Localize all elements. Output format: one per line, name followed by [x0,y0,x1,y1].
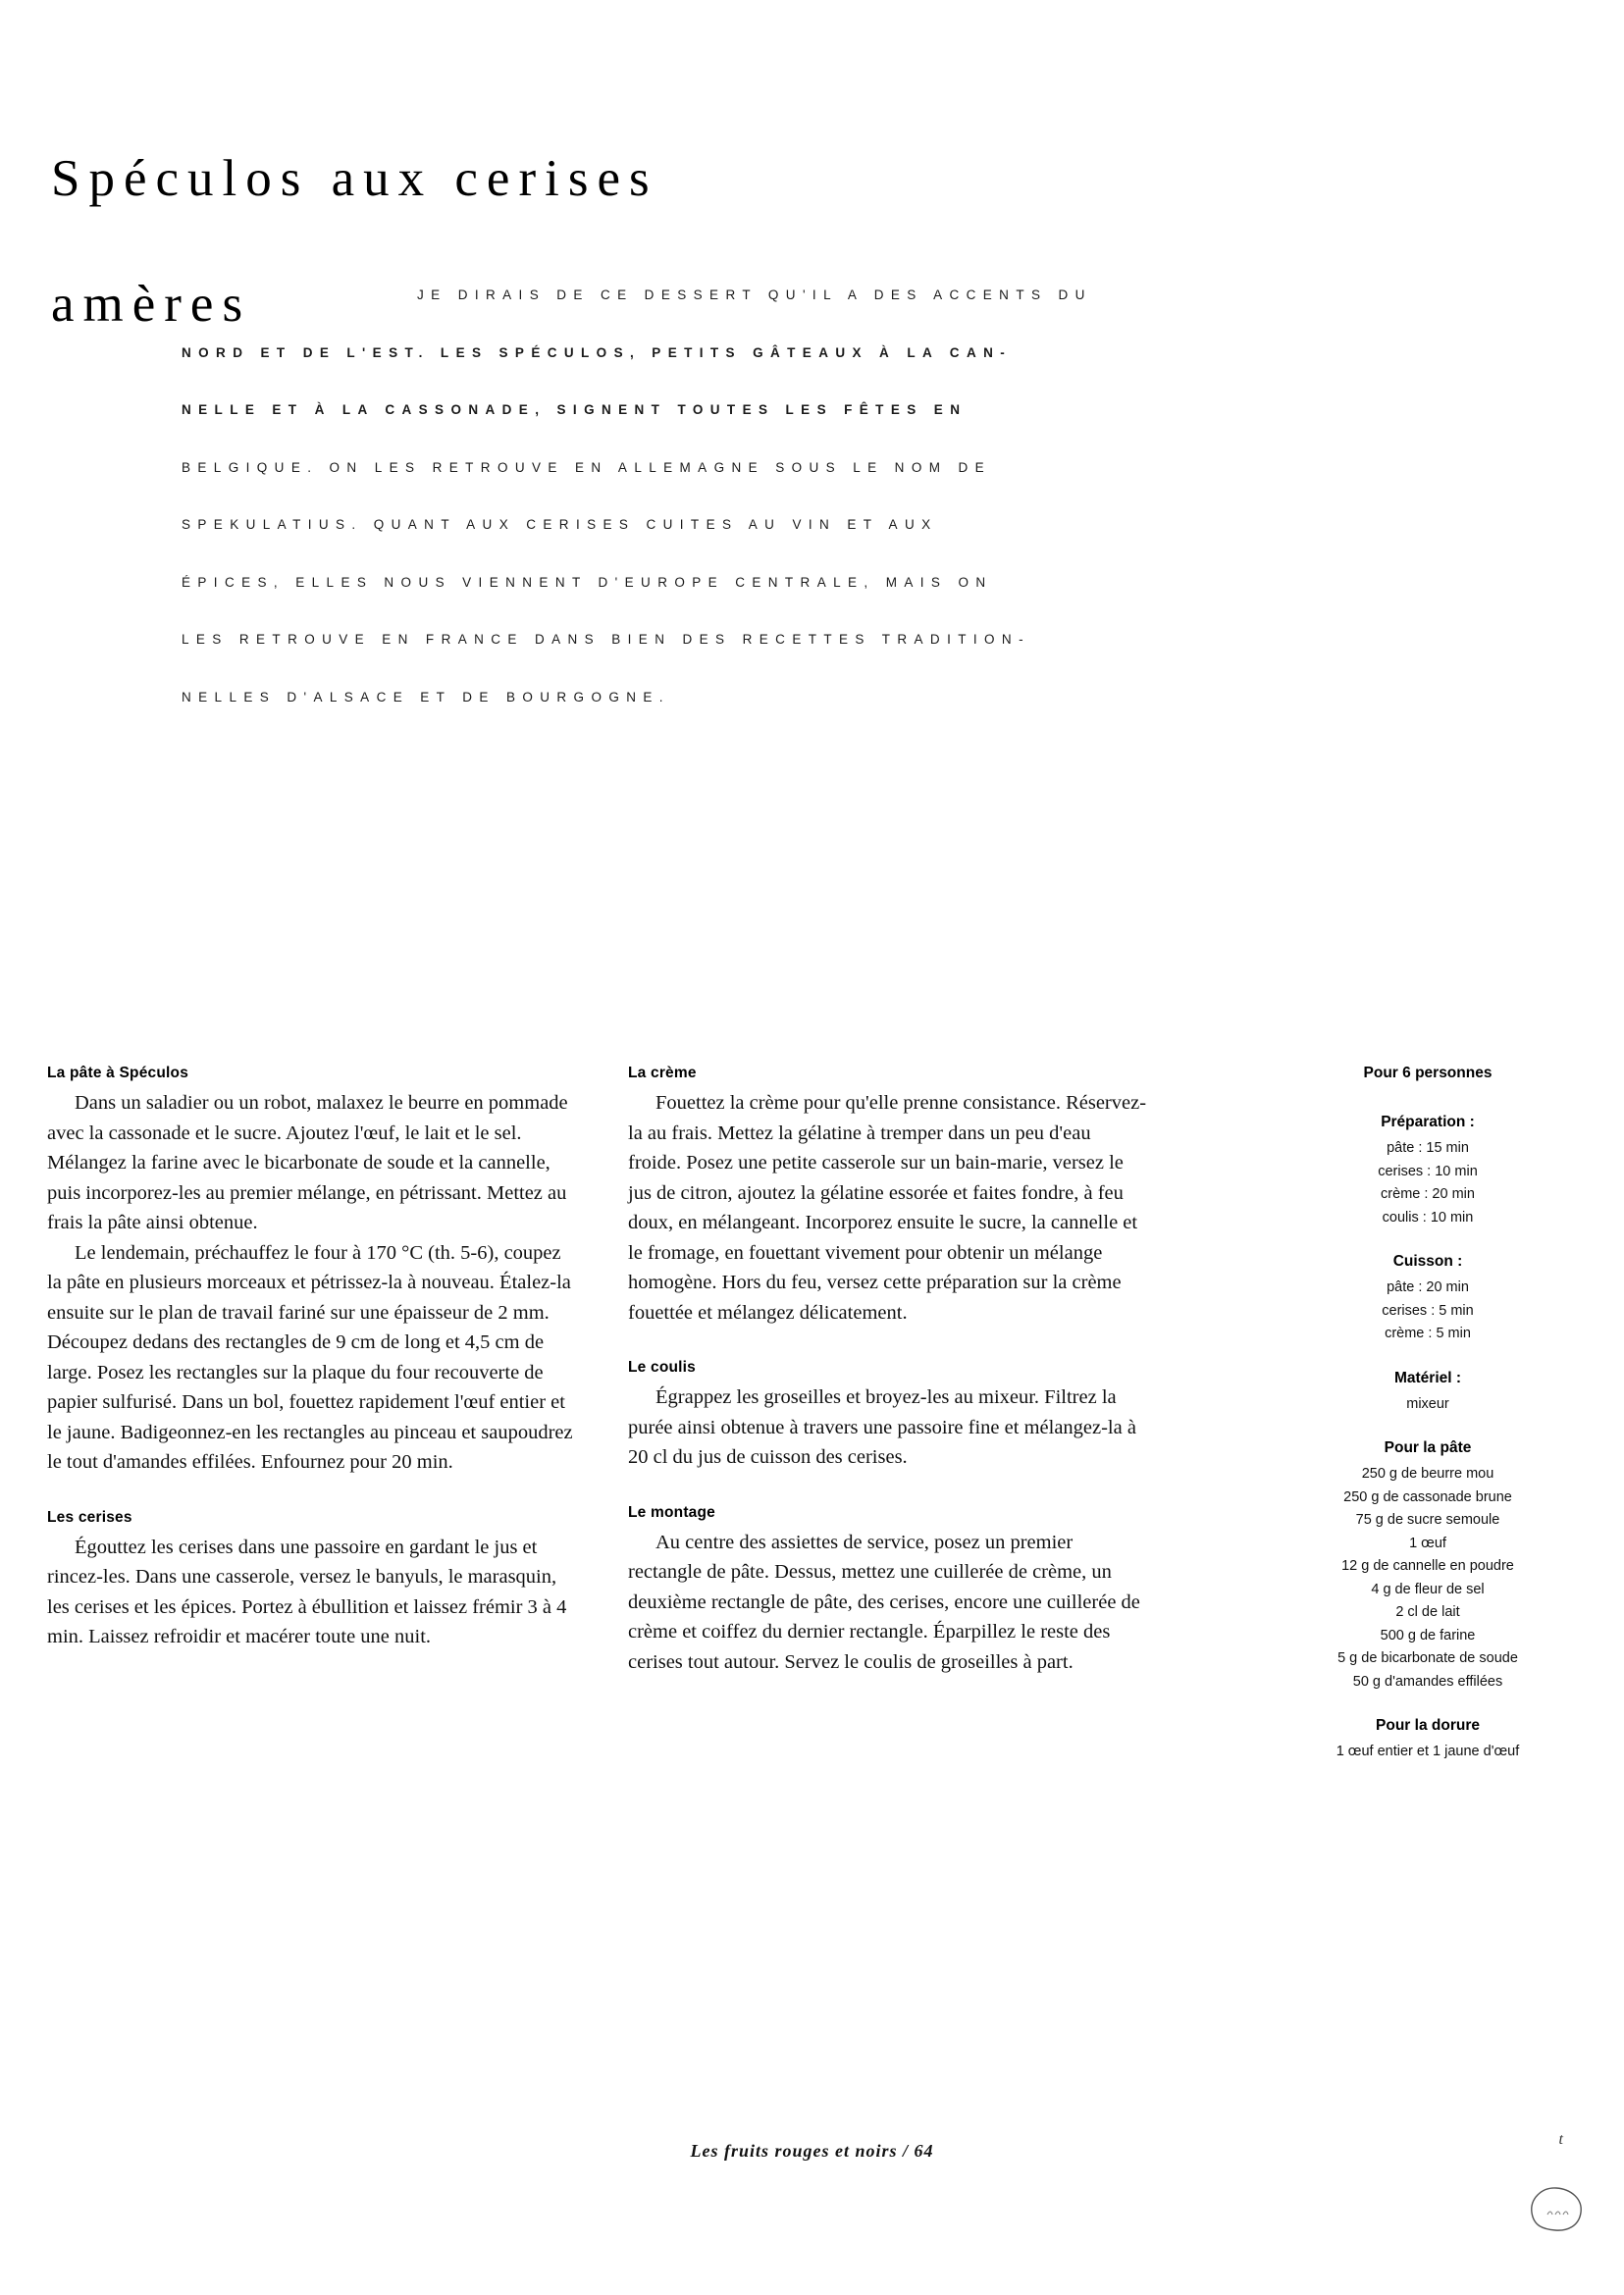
spacer [628,1328,1148,1359]
cook-item: cerises : 5 min [1382,1302,1474,1319]
servings-label: Pour 6 personnes [1363,1065,1493,1081]
heading-les-cerises: Les cerises [47,1508,132,1526]
heading-la-creme: La crème [628,1065,697,1081]
title-line-1: Spéculos aux cerises [51,150,658,207]
title-line-2: amères [51,276,252,333]
heading-pour-la-dorure: Pour la dorure [1376,1717,1480,1734]
dough-item: 500 g de farine [1380,1627,1476,1643]
dough-item: 5 g de bicarbonate de soude [1337,1650,1518,1666]
paragraph-pate-2: Le lendemain, préchauffez le four à 170 °C (th. 5-6), coupez la pâte en plusieurs morceaux et pétrissez-la à nouveau. Étalez-la ensuite sur le plan de travail fariné sur une épaisseur de 2 mm. Découpez dedans des rectangles de 9 cm de long et 4,5 cm de large. Posez les rectangles sur la plaque du four recouverte de papier sulfurisé. Dans un bol, fouettez rapidement l'œuf entier et le jaune. Badigeonnez-en les rectangles au pinceau et saupoudrez le tout d'amandes effilées. Enfournez pour 20 min. [47,1241,573,1473]
paragraph-pate-1: Dans un saladier ou un robot, malaxez le beurre en pommade avec la cassonade et le sucre. Ajoutez l'œuf, le lait et le sel. Mélangez la farine avec le bicarbonate de soude et la cannelle, puis incorporez-les au premier mélange, en pétrissant. Mettez au frais la pâte ainsi obtenue. [47,1092,568,1233]
footer-text: Les fruits rouges et noirs / 64 [690,2141,934,2161]
intro-line-6: ÉPICES, ELLES NOUS VIENNENT D'EUROPE CENTRALE, MAIS ON [182,574,993,590]
dough-item: 250 g de cassonade brune [1343,1488,1512,1505]
cook-item: crème : 5 min [1385,1326,1471,1341]
heading-le-montage: Le montage [628,1503,715,1521]
dough-item: 50 g d'amandes effilées [1352,1673,1503,1690]
footer [0,2141,1624,2162]
dough-item: 250 g de beurre mou [1361,1466,1494,1482]
heading-materiel: Matériel : [1393,1369,1462,1386]
intro-paragraph [182,267,1604,726]
page-corner-thumbnail-icon [1526,2183,1587,2234]
heading-cuisson: Cuisson : [1392,1253,1463,1270]
paragraph-cerises-1: Égouttez les cerises dans une passoire en gardant le jus et rincez-les. Dans une casserole, versez le banyuls, le marasquin, les cerises et les épices. Portez à ébullition et laissez frémir 3 à 4 min. Laissez refroidir et macérer toute une nuit. [47,1536,567,1647]
heading-pour-la-pate: Pour la pâte [1384,1439,1472,1456]
spacer [1266,1100,1590,1114]
prep-item: coulis : 10 min [1382,1209,1474,1226]
prep-item: cerises : 10 min [1378,1163,1478,1179]
intro-line-3: NELLE ET À LA CASSONADE, SIGNENT TOUTES LES FÊTES EN [182,402,968,417]
intro-line-2: NORD ET DE L'EST. LES SPÉCULOS, PETITS GÂTEAUX À LA CAN- [182,344,1013,360]
spacer [1266,1416,1590,1439]
paragraph-creme-1: Fouettez la crème pour qu'elle prenne consistance. Réservez-la au frais. Mettez la gélatine à tremper dans un peu d'eau froide. Posez une petite casserole sur un bain-marie, versez le jus de citron, ajoutez la gélatine essorée et faites fondre, à feu doux, en mélangeant. Incorporez ensuite le sucre, la cannelle et le fromage, en fouettant vivement pour obtenir un mélange homogène. Hors du feu, versez cette préparation sur la crème fouettée et mélangez délicatement. [628,1092,1147,1324]
prep-item: crème : 20 min [1381,1186,1475,1202]
spacer [1266,1346,1590,1370]
column-pate-cerises [47,1065,577,1652]
intro-line-7: LES RETROUVE EN FRANCE DANS BIEN DES RECETTES TRADITION- [182,632,1030,647]
paragraph-montage-1: Au centre des assiettes de service, posez un premier rectangle de pâte. Dessus, mettez une cuillerée de crème, un deuxième rectangle de pâte, des cerises, encore une cuillerée de crème et coiffez du dernier rectangle. Éparpillez le reste des cerises tout autour. Servez le coulis de groseilles à part. [628,1531,1140,1673]
spacer [1266,1229,1590,1253]
cook-item: pâte : 20 min [1387,1279,1469,1295]
column-creme-coulis-montage [628,1065,1148,1677]
intro-line-4: BELGIQUE. ON LES RETROUVE EN ALLEMAGNE SOUS LE NOM DE [182,459,992,475]
dough-item: 2 cl de lait [1395,1604,1460,1620]
heading-la-pate-a-speculos: La pâte à Spéculos [47,1065,189,1081]
equip-item: mixeur [1406,1395,1449,1412]
dough-item: 75 g de sucre semoule [1355,1512,1500,1528]
spacer [47,1478,577,1509]
intro-line-5: SPEKULATIUS. QUANT AUX CERISES CUITES AU VIN ET AUX [182,517,938,532]
dough-item: 1 œuf [1409,1535,1446,1551]
intro-line-1: JE DIRAIS DE CE DESSERT QU'IL A DES ACCENTS DU [417,287,1092,302]
paragraph-coulis-1: Égrappez les groseilles et broyez-les au mixeur. Filtrez la purée ainsi obtenue à travers une passoire fine et mélangez-la à 20 cl du jus de cuisson des cerises. [628,1386,1136,1468]
glaze-item: 1 œuf entier et 1 jaune d'œuf [1336,1744,1520,1759]
column-info-panel [1266,1065,1590,1764]
corner-mark: t [1558,2131,1563,2148]
intro-line-8: NELLES D'ALSACE ET DE BOURGOGNE. [182,689,670,704]
spacer [628,1473,1148,1504]
heading-preparation: Préparation : [1381,1114,1475,1130]
dough-item: 4 g de fleur de sel [1371,1581,1485,1597]
prep-item: pâte : 15 min [1387,1140,1469,1156]
spacer [1266,1694,1590,1717]
heading-le-coulis: Le coulis [628,1359,696,1376]
dough-item: 12 g de cannelle en poudre [1341,1558,1514,1574]
